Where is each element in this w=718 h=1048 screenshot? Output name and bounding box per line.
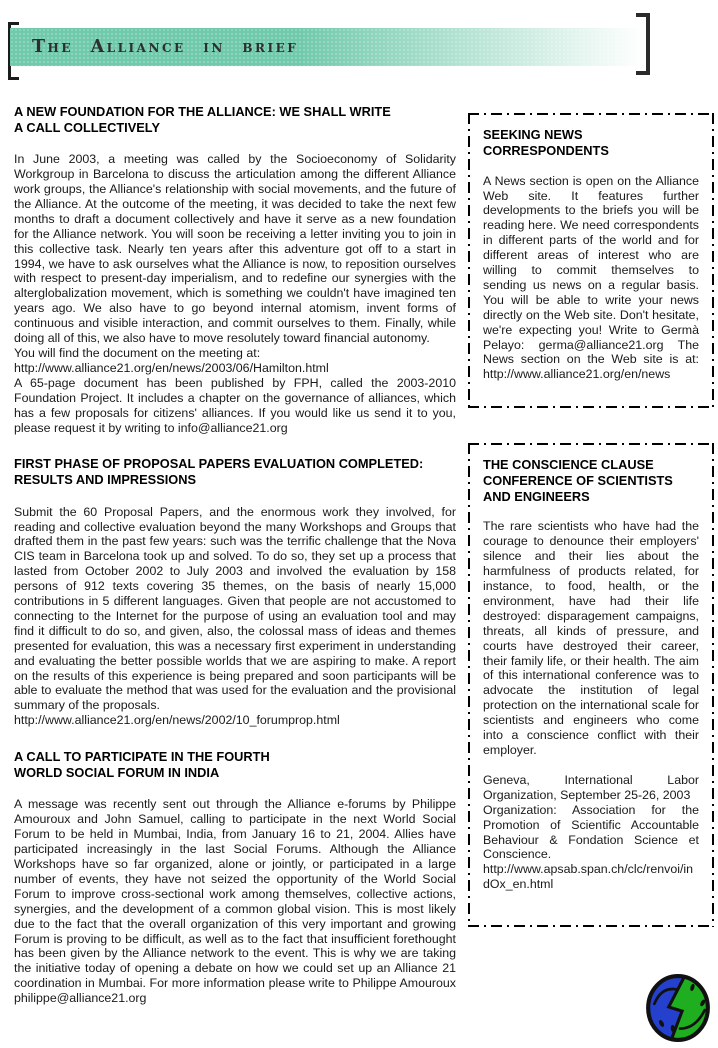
dash-border: [712, 113, 714, 408]
heading-line: RESULTS AND IMPRESSIONS: [14, 472, 197, 487]
dash-border: [468, 925, 714, 927]
heading-line: FIRST PHASE OF PROPOSAL PAPERS EVALUATION COMPLETED:: [14, 456, 424, 472]
sidebar-box-conscience-clause: [468, 443, 714, 927]
globe-icon: [645, 973, 711, 1043]
article-url: http://www.alliance21.org/en/news/2002/10_forumprop.html: [14, 713, 340, 728]
article-line: You will find the document on the meeting at:: [14, 345, 261, 360]
dash-border: [468, 113, 470, 408]
dash-border: [468, 406, 714, 408]
article-new-foundation: [14, 104, 456, 435]
heading-line: THE CONSCIENCE CLAUSE: [483, 457, 654, 472]
content-area: [0, 80, 718, 1006]
dash-border: [468, 443, 714, 445]
bracket-right-decoration: [636, 13, 650, 75]
sidebar-box-heading: [483, 457, 699, 504]
sidebar: [468, 113, 714, 1006]
alliance-globe-logo: [645, 973, 711, 1043]
heading-line: A NEW FOUNDATION FOR THE ALLIANCE: WE SHALL WRITE: [14, 104, 391, 119]
sidebar-paragraph: Geneva, International Labor Organization, September 25-26, 2003: [483, 772, 699, 802]
sidebar-box-seeking-correspondents: [468, 113, 714, 408]
heading-line: WORLD SOCIAL FORUM IN INDIA: [14, 764, 220, 780]
article-paragraph: In June 2003, a meeting was called by the Socioeconomy of Solidarity Workgroup in Barcelona to discuss the articulation among the different Alliance work groups, the Alliance's relationship with social movements, and the future of the Alliance. At the outcome of the meeting, it was decided to take the next few months to draft a document collectively and have it serve as a new foundation for the Alliance network. You will soon be receiving a letter inviting you to join in this collective task. Nearly ten years after this adventure got off to a start in 1994, we have to ask ourselves what the Alliance is now, to reposition ourselves with respect to present-day imperialism, and to redefine our synergies with the alterglobalization movement, which is something we couldn't have imagined ten years ago. We also have to go beyond internal atomism, invent forms of continuous and visible interaction, and commit ourselves to them. Finally, while doing all of this, we also have to move resolutely toward financial autonomy.: [14, 152, 456, 346]
dash-border: [468, 113, 714, 115]
heading-line: CORRESPONDENTS: [483, 142, 609, 158]
title-bar: [10, 28, 644, 66]
article-url: http://www.alliance21.org/en/news/2003/06/Hamilton.html: [14, 360, 329, 375]
sidebar-paragraph: A News section is open on the Alliance Web site. It features further developments to the briefs you will be reading here. We need correspondents in different parts of the world and for different areas of interest who are willing to commit themselves to sending us news on a regular basis. You will be able to write your news directly on the Web site. Don't hesitate, we're expecting you! Write to Germà Pelayo: germa@alliance21.org The News section on the Web site is at: http://www.alliance21.org/en/news: [483, 173, 699, 382]
dash-border: [468, 443, 470, 927]
sidebar-url: http://www.apsab.span.ch/clc/renvoi/indOx_en.html: [483, 862, 694, 892]
heading-line: CONFERENCE OF SCIENTISTS: [483, 472, 673, 488]
article-paragraph: Submit the 60 Proposal Papers, and the enormous work they involved, for reading and collective evaluation beyond the many Workshops and Groups that drafted them in the past few years: such was the terrific challenge that the Nova CIS team in Barcelona took up and solved. To do so, they set up a process that lasted from October 2002 to July 2003 and involved the evaluation by 158 persons of 912 texts covering 35 themes, on the basis of nearly 15,000 contributions in 5 different languages. Given that people are not accustomed to connecting to the Internet for the purpose of using an evaluation tool and may find it difficult to do so, and given, also, the colossal mass of ideas and themes presented for evaluation, this was a necessary first experiment in understanding and evaluating the better possible worlds that we are aspiring to make. A report on the results of this experience is being prepared and soon participants will be able to evaluate the method that was used for the evaluation and the provisional summary of the proposals.: [14, 504, 456, 713]
heading-line: SEEKING NEWS: [483, 127, 583, 142]
article-proposal-papers: [14, 456, 456, 728]
dash-border: [712, 443, 714, 927]
heading-line: AND ENGINEERS: [483, 488, 590, 504]
article-paragraph: A 65-page document has been published by FPH, called the 2003-2010 Foundation Project. It includes a chapter on the governance of alliances, which has a few proposals for citizens' alliances. If you would like us send it to you, please request it by writing to info@alliance21.org: [14, 375, 456, 435]
main-column: [14, 80, 456, 1006]
sidebar-paragraph: Organization: Association for the Promotion of Scientific Accountable Behaviour & Fondation Science et Conscience.: [483, 802, 699, 862]
sidebar-box-heading: [483, 127, 699, 159]
article-paragraph: A message was recently sent out through the Alliance e-forums by Philippe Amouroux and John Samuel, calling to participate in the next World Social Forum to be held in Mumbai, India, from January 16 to 21, 2004. Allies have participated increasingly in the last Social Forums. Although the Alliance Workshops have so far organized, alone or jointly, or participated in a large number of events, they have not seized the opportunity of the World Social Forum to improve cross-sectional work among themselves, collective actions, synergies, and the development of a common global vision. This is most likely due to the fact that the overall organization of this very important and growing Forum is proving to be difficult, as well as to the fact that insufficient forethought has been given by the Alliance network to the event. This is why we are taking the initiative today of opening a debate on how we could set up an Alliance 21 coordination in Mumbai. For more information please write to Philippe Amouroux philippe@alliance21.org: [14, 797, 456, 1006]
article-heading: [14, 456, 456, 487]
heading-line: A CALL TO PARTICIPATE IN THE FOURTH: [14, 749, 270, 765]
heading-line: A CALL COLLECTIVELY: [14, 119, 160, 135]
article-heading: [14, 749, 456, 780]
page-title: The Alliance in brief: [32, 37, 299, 57]
article-world-social-forum: [14, 749, 456, 1006]
sidebar-paragraph: The rare scientists who have had the courage to denounce their employers' silence and their lies about the harmfulness of products related, for instance, to food, health, or the environment, have had their life destroyed: disparagement campaigns, threats, all kinds of pressure, and courts have destroyed their career, their family life, or their health. The aim of this international conference was to advocate the institution of legal protection on the international scale for scientists and engineers who come into a conscience conflict with their employer.: [483, 519, 699, 757]
article-heading: [14, 104, 456, 135]
page-header: [0, 0, 718, 80]
